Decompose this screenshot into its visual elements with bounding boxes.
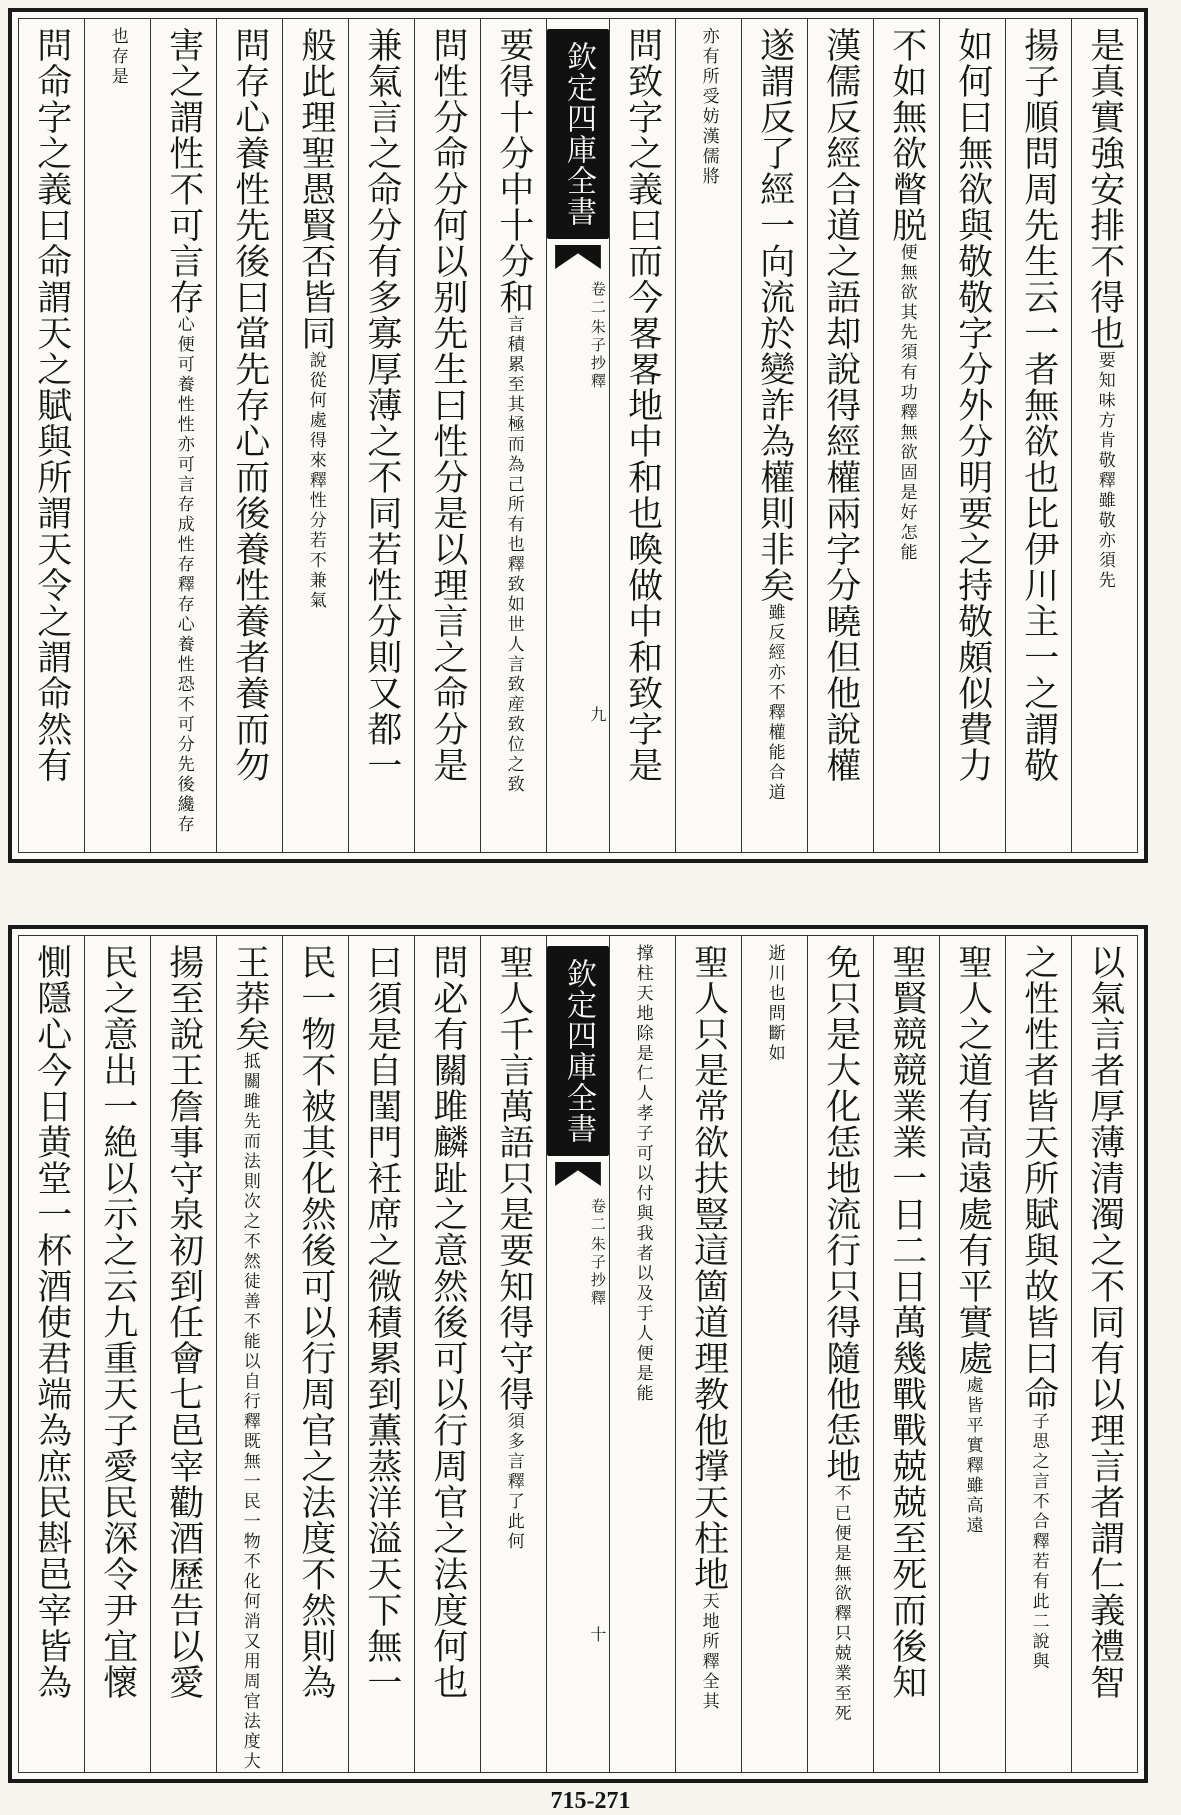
text-column <box>1005 936 1071 1772</box>
main-text: 免只是大化恁地流行只得隨他恁地 <box>820 944 861 1484</box>
folio-number: 十 <box>587 1626 607 1642</box>
text-column <box>348 19 414 852</box>
annotation-line: 說從何處得來 <box>305 351 326 471</box>
annotation-line: 子思之言不合 <box>1028 1412 1049 1532</box>
text-column <box>480 19 546 852</box>
main-text: 問性分命分何以别先生曰性分是以理言之命分是 <box>427 27 468 783</box>
main-text: 遂謂反了經一向流於變詐為權則非矣 <box>754 27 795 603</box>
annotation-line: 撑柱天地除是仁人孝子可 <box>632 944 653 1164</box>
text-column <box>282 936 348 1772</box>
text-column <box>741 19 807 852</box>
chapter-label <box>547 281 609 391</box>
annotation-line: 雖反經亦不 <box>764 603 785 703</box>
text-column <box>609 19 675 852</box>
chapter-label <box>547 1198 609 1308</box>
main-text: 惻隱心今日黄堂一杯酒使君端為庶民斟邑宰皆為 <box>31 944 72 1700</box>
main-text: 要得十分中十分和 <box>493 27 534 315</box>
annotation-line: 問斷如 <box>764 1004 785 1064</box>
text-column <box>1005 19 1071 852</box>
text-column <box>1071 936 1137 1772</box>
interlinear-annotation <box>1094 351 1114 591</box>
chapter-label-line: 卷二 <box>588 281 607 317</box>
main-text: 問致字之義曰而今畧畧地中和也喚做中和致字是 <box>622 27 663 783</box>
text-column <box>939 936 1005 1772</box>
main-text: 如何曰無欲與敬敬字分外分明要之持敬頗似費力 <box>952 27 993 783</box>
main-text: 是真實強安排不得也 <box>1084 27 1125 351</box>
text-column <box>414 936 480 1772</box>
main-text: 揚子順問周先生云一者無欲也比伊川主一之謂敬 <box>1018 27 1059 783</box>
folio-number: 九 <box>587 706 607 722</box>
annotation-line: 逝川也 <box>764 944 785 1004</box>
bottom-page <box>8 925 1148 1783</box>
annotation-line: 天地所 <box>698 1592 719 1652</box>
chapter-label-line: 卷二 <box>588 1198 607 1234</box>
annotation-line: 也 <box>107 27 128 47</box>
main-text: 般此理聖愚賢否皆同 <box>295 27 336 351</box>
text-column <box>807 936 873 1772</box>
annotation-line: 處皆平實 <box>962 1376 983 1456</box>
bottom-page-columns <box>18 935 1138 1773</box>
annotation-line: 釋性分若不兼氣 <box>305 471 326 611</box>
fishtail-mark-icon <box>555 1162 601 1186</box>
main-text: 民一物不被其化然後可以行周官之法度不然則為 <box>295 944 336 1700</box>
interlinear-annotation <box>896 243 916 563</box>
text-column <box>19 19 84 852</box>
text-column <box>741 936 807 1772</box>
top-page <box>8 8 1148 863</box>
interlinear-annotation <box>503 1412 523 1552</box>
book-title: 欽定四庫全書 <box>547 946 609 1156</box>
main-text: 之性性者皆天所賦與故皆曰命 <box>1018 944 1059 1412</box>
main-text: 以氣言者厚薄清濁之不同有以理言者謂仁義禮智 <box>1084 944 1125 1700</box>
annotation-line: 釋無欲固是好怎能 <box>896 403 917 563</box>
chapter-label-line: 朱子抄釋 <box>588 1236 607 1308</box>
text-column <box>807 19 873 852</box>
annotation-continuation <box>764 944 784 1064</box>
text-column <box>348 936 414 1772</box>
text-column <box>84 19 150 852</box>
annotation-line: 釋存心養性恐不可分先後纔存 <box>173 575 194 835</box>
main-text: 問命字之義曰命謂天之賦與所謂天令之謂命然有 <box>31 27 72 783</box>
main-text: 不如無欲瞥脱 <box>886 27 927 243</box>
text-column <box>150 936 216 1772</box>
annotation-line: 釋若有此二說與 <box>1028 1532 1049 1672</box>
annotation-line: 抵關雎先而法則次之不然徒善不能以自行 <box>239 1052 260 1412</box>
interlinear-annotation <box>305 351 325 611</box>
interlinear-annotation <box>764 603 784 803</box>
center-header-column <box>546 19 609 852</box>
text-column <box>150 19 216 852</box>
fishtail-mark-icon <box>555 245 601 269</box>
interlinear-annotation <box>503 315 523 795</box>
main-text: 民之意出一絶以示之云九重天子愛民深令尹宜懷 <box>97 944 138 1700</box>
text-column <box>675 19 741 852</box>
text-column <box>216 19 282 852</box>
text-column <box>939 19 1005 852</box>
annotation-line: 釋只兢業至死 <box>830 1604 851 1724</box>
annotation-line: 便無欲其先須有功 <box>896 243 917 403</box>
annotation-line: 須多言 <box>503 1412 524 1472</box>
main-text: 聖人千言萬語只是要知得守得 <box>493 944 534 1412</box>
text-column <box>84 936 150 1772</box>
annotation-line: 以付與我者以及于人便是能 <box>632 1164 653 1404</box>
center-header-column <box>546 936 609 1772</box>
main-text: 王莽矣 <box>229 944 270 1052</box>
text-column <box>414 19 480 852</box>
book-title: 欽定四庫全書 <box>547 29 609 239</box>
annotation-continuation <box>632 944 652 1404</box>
interlinear-annotation <box>698 1592 718 1712</box>
text-column <box>609 936 675 1772</box>
annotation-continuation <box>698 27 718 187</box>
annotation-line: 妨漢儒將 <box>698 107 719 187</box>
annotation-continuation <box>107 27 127 87</box>
annotation-line: 釋既無一民一物不化何消又用周官法度大 <box>239 1412 260 1772</box>
interlinear-annotation <box>830 1484 850 1724</box>
text-column <box>282 19 348 852</box>
text-column <box>480 936 546 1772</box>
chapter-label-line: 朱子抄釋 <box>588 319 607 391</box>
main-text: 兼氣言之命分有多寡厚薄之不同若性分則又都一 <box>361 27 402 783</box>
annotation-line: 不已便是無欲 <box>830 1484 851 1604</box>
text-column <box>216 936 282 1772</box>
annotation-line: 釋致如世人言致産致位之致 <box>503 555 524 795</box>
annotation-line: 釋雖敬亦須先 <box>1094 471 1115 591</box>
interlinear-annotation <box>962 1376 982 1536</box>
main-text: 問存心養性先後曰當先存心而後養性養者養而勿 <box>229 27 270 783</box>
annotation-line: 言積累至其極而為己所有也 <box>503 315 524 555</box>
annotation-line: 釋雖高遠 <box>962 1456 983 1536</box>
page-code: 715-271 <box>550 1788 631 1814</box>
interlinear-annotation <box>239 1052 259 1772</box>
text-column <box>675 936 741 1772</box>
text-column <box>1071 19 1137 852</box>
main-text: 曰須是自閨門衽席之微積累到薫蒸洋溢天下無一 <box>361 944 402 1700</box>
main-text: 聖賢競競業業一日二日萬幾戰戰兢兢至死而後知 <box>886 944 927 1700</box>
interlinear-annotation <box>1028 1412 1048 1672</box>
annotation-line: 釋全其 <box>698 1652 719 1712</box>
interlinear-annotation <box>173 315 193 835</box>
main-text: 問必有關雎麟趾之意然後可以行周官之法度何也 <box>427 944 468 1700</box>
top-page-columns <box>18 18 1138 853</box>
main-text: 揚至說王詹事守泉初到任會七邑宰勸酒歷告以愛 <box>163 944 204 1700</box>
text-column <box>873 19 939 852</box>
main-text: 害之謂性不可言存 <box>163 27 204 315</box>
text-column <box>19 936 84 1772</box>
annotation-line: 心便可養性性亦可言存成性存 <box>173 315 194 575</box>
annotation-line: 要知味方肯敬 <box>1094 351 1115 471</box>
text-column <box>873 936 939 1772</box>
main-text: 聖人只是常欲扶豎這箇道理教他撑天柱地 <box>688 944 729 1592</box>
annotation-line: 亦有所受 <box>698 27 719 107</box>
annotation-line: 存是 <box>107 47 128 87</box>
main-text: 聖人之道有高遠處有平實處 <box>952 944 993 1376</box>
annotation-line: 釋了此何 <box>503 1472 524 1552</box>
main-text: 漢儒反經合道之語却說得經權兩字分曉但他說權 <box>820 27 861 783</box>
annotation-line: 釋權能合道 <box>764 703 785 803</box>
